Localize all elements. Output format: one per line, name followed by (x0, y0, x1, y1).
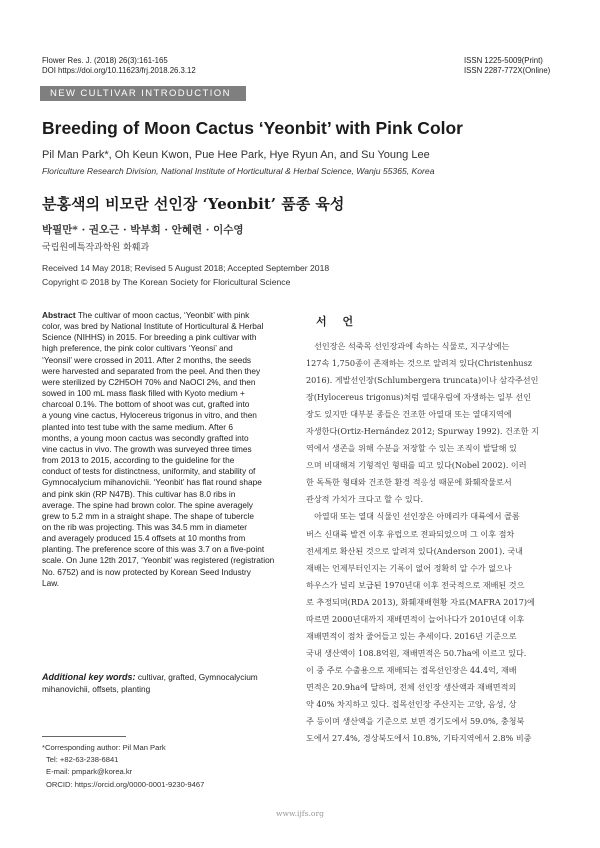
corresponding-author: *Corresponding author: Pil Man Park (42, 743, 166, 752)
abstract-line: on the rib was projecting. This was 34.5 mm in diameter (42, 521, 248, 532)
introduction-heading: 서 언 (316, 315, 360, 328)
introduction-line: 따르면 2000년대까지 재배면적이 늘어나다가 2010년대 이후 (306, 613, 525, 624)
introduction-line: 면적은 20.9ha에 달하며, 전체 선인장 생산액과 재배면적의 (306, 681, 517, 692)
introduction-line: 국내 생산액이 108.8억원, 재배면적은 50.7ha에 이르고 있다. (306, 647, 527, 658)
keywords-label: Additional key words: (42, 672, 136, 682)
introduction-line: 전세계로 확산된 것으로 알려져 있다(Anderson 2001). 국내 (306, 545, 523, 556)
introduction-line: 역에서 생존을 위해 수분을 저장할 수 있는 조직이 발달해 있 (306, 443, 517, 454)
introduction-line: 약 40% 차지하고 있다. 접목선인장 주산지는 고양, 음성, 상 (306, 698, 517, 709)
doi-link[interactable]: DOI https://doi.org/10.11623/frj.2018.26.3.12 (42, 66, 196, 75)
introduction-line: 버스 신대륙 발견 이후 유럽으로 전파되었으며 그 이후 점차 (306, 528, 515, 539)
introduction-line: 재배면적이 점차 줄어들고 있는 추세이다. 2016년 기준으로 (306, 630, 517, 641)
introduction-line: 로 추정되며(RDA 2013), 화훼재배현황 자료(MAFRA 2017)에 (306, 596, 535, 607)
introduction-line: 장도 있지만 대부분 종들은 건조한 아열대 또는 열대지역에 (306, 409, 512, 420)
abstract-line: sowed in 100 mL mass flask filled with Kyoto medium + (42, 388, 245, 399)
abstract-line: and averagely produced 15.4 offsets at 10 months from (42, 533, 246, 544)
abstract-line: No. 6752) and is now protected by Korean Seed Industry (42, 566, 251, 577)
abstract-line: grew to 5.2 mm in a straight shape. The shape of tubercle (42, 510, 254, 521)
introduction-line: 도에서 27.4%, 경상북도에서 10.8%, 기타지역에서 2.8% 비중 (306, 733, 532, 744)
keywords-text-1: cultivar, grafted, Gymnocalycium (137, 672, 258, 682)
introduction-line: 이 중 주로 수출용으로 재배되는 접목선인장은 44.4억, 재배 (306, 664, 517, 675)
introduction-line: 재배는 언제부터인지는 기록이 없어 정확히 알 수가 없으나 (306, 562, 512, 573)
correspondence (42, 742, 292, 791)
abstract-line: scale. On June 12th 2017, ‘Yeonbit’ was registered (registration (42, 555, 275, 566)
abstract (42, 310, 292, 589)
abstract-line: conduct of tests for distinctness, uniformity, and stability of (42, 466, 256, 477)
abstract-line: months, a young moon cactus was secondly grafted into (42, 432, 249, 443)
author-list: Pil Man Park*, Oh Keun Kwon, Pue Hee Park, Hye Ryun An, and Su Young Lee (42, 149, 430, 161)
abstract-line: were sterilized by C2H5OH 70% and NaOCl 2%, and then (42, 376, 256, 387)
abstract-line: a young vine cactus, Hylocereus trigonus in vitro, and then (42, 410, 257, 421)
abstract-line: planting. The preference score of this was 3.7 on a five-point (42, 544, 265, 555)
introduction-line: 선인장은 석죽목 선인장과에 속하는 식물로, 지구상에는 (306, 341, 510, 351)
abstract-line: high preference, the pink color cultivars ‘Yeonsi’ and (42, 343, 233, 354)
introduction-line: 한 독특한 형태와 건조한 환경 적응성 때문에 화훼작물로서 (306, 477, 512, 488)
section-band: NEW CULTIVAR INTRODUCTION (40, 86, 246, 101)
introduction-body (306, 338, 560, 747)
keywords-text-2: mihanovichii, offsets, planting (42, 683, 151, 694)
affiliation: Floriculture Research Division, National Institute of Horticultural & Herbal Science, Wanju 55365, Korea (42, 166, 435, 176)
introduction-line: 주 등이며 생산액을 기준으로 보면 경기도에서 59.0%, 충청북 (306, 716, 525, 727)
korean-title: 분홍색의 비모란 선인장 ‘Yeonbit’ 품종 육성 (42, 195, 345, 213)
issn-print: ISSN 1225-5009(Print) (464, 56, 543, 65)
introduction-line: 자생한다(Ortiz-Hernández 2012; Spurway 1992). 건조한 지 (306, 426, 539, 437)
abstract-line: ‘Yeonsil’ were crossed in 2011. After 2 months, the seeds (42, 354, 252, 365)
telephone: Tel: +82-63-238-6841 (46, 755, 119, 765)
abstract-line: planted into test tube with the same medium. After 6 (42, 421, 233, 432)
abstract-line: and pink skin (RP N47B). This cultivar has 8.0 ribs in (42, 488, 236, 499)
received-dates: Received 14 May 2018; Revised 5 August 2018; Accepted September 2018 (42, 263, 330, 273)
email[interactable]: E-mail: pmpark@korea.kr (46, 767, 133, 777)
introduction-line: 으며 비대해져 기형적인 형태를 띠고 있다(Nobel 2002). 이러 (306, 460, 527, 471)
keywords (42, 672, 292, 695)
introduction-line: 관상적 가치가 크다고 할 수 있다. (306, 494, 424, 505)
journal-citation: Flower Res. J. (2018) 26(3):161-165 (42, 56, 168, 65)
abstract-line: Law. (42, 577, 60, 588)
abstract-label: Abstract (42, 310, 76, 320)
footnote-divider (42, 736, 126, 737)
abstract-line: Abstract The cultivar of moon cactus, ‘Yeonbit’ with pink (42, 310, 250, 320)
korean-affiliation: 국립원예특작과학원 화훼과 (42, 243, 150, 253)
article-title: Breeding of Moon Cactus ‘Yeonbit’ with Pink Color (42, 118, 463, 138)
abstract-line: from 2013 to 2015, according to the guideline for the (42, 455, 235, 466)
korean-author-list: 박필만* · 권오근 · 박부희 · 안혜련 · 이수영 (42, 224, 244, 236)
abstract-line: Science (NIHHS) in 2015. For breeding a pink cultivar with (42, 332, 257, 343)
journal-website[interactable]: www.ijfs.org (276, 809, 324, 818)
introduction-line: 2016). 게발선인장(Schlumbergera truncata)이나 삼각주선인 (306, 375, 539, 386)
issn-online: ISSN 2287-772X(Online) (464, 66, 551, 75)
introduction-line: 아열대 또는 열대 식물인 선인장은 아메리카 대륙에서 콜롬 (306, 511, 520, 522)
copyright-line: Copyright © 2018 by The Korean Society for Floricultural Science (42, 276, 291, 287)
abstract-line: color, was bred by National Institute of Horticultural & Herbal (42, 321, 264, 332)
article-dates (42, 262, 329, 289)
abstract-line: vine cactus in vivo. The growth was surveyed three times (42, 443, 252, 454)
orcid[interactable]: ORCID: https://orcid.org/0000-0001-9230-9467 (46, 779, 205, 789)
introduction-line: 하우스가 널리 보급된 1970년대 이후 전국적으로 재배된 것으 (306, 579, 525, 590)
abstract-line: average. The spine had brown color. The spine averagely (42, 499, 253, 510)
abstract-line: were harvested and separated from the peel. And then they (42, 365, 261, 376)
introduction-line: 장(Hylocereus trigonus)처럼 열대우림에 자생하는 일부 선인 (306, 392, 532, 403)
abstract-line: Gymnocalycium mihanovichii. ‘Yeonbit’ has flat round shape (42, 477, 262, 488)
introduction-line: 127속 1,750종이 존재하는 것으로 알려져 있다(Christenhusz (306, 358, 533, 369)
abstract-line: charcoal 0.1%. The bottom of shoot was cut, grafted into (42, 399, 250, 410)
